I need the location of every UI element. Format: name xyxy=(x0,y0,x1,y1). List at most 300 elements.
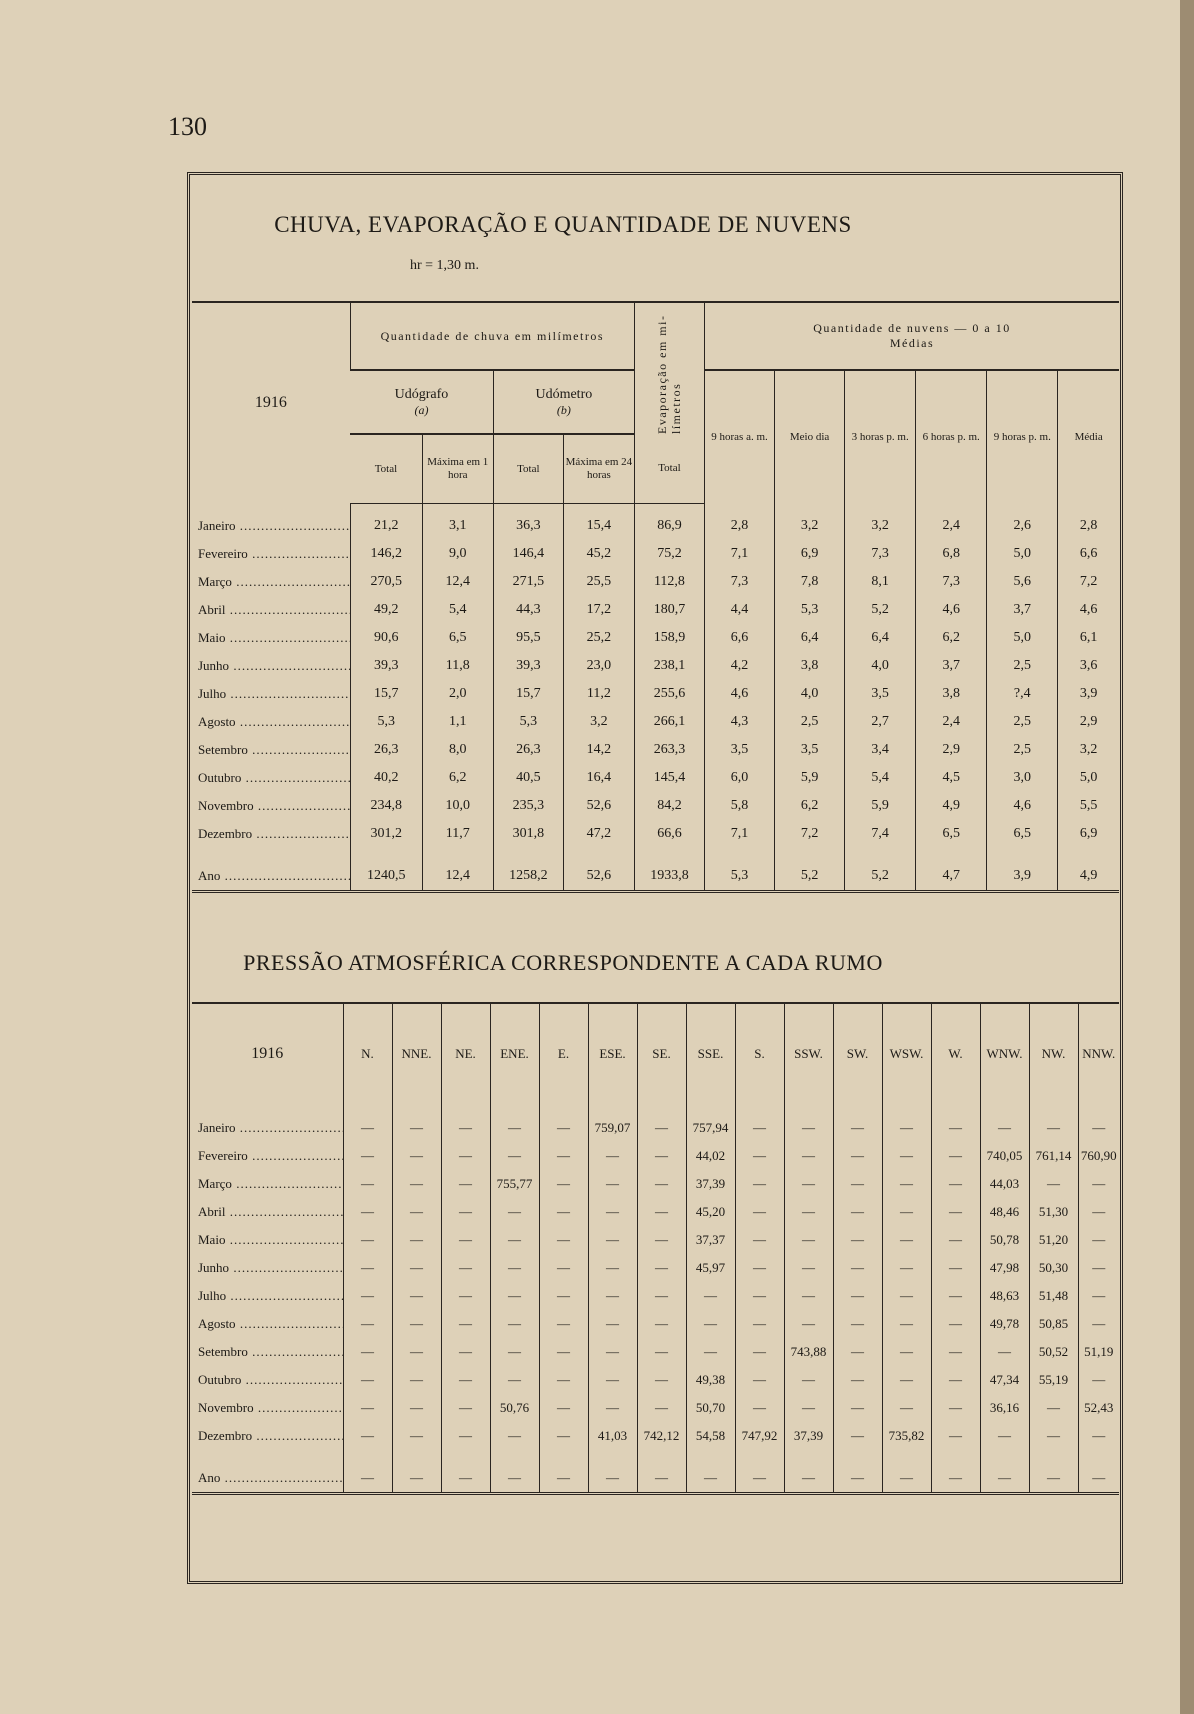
spacer-cell xyxy=(931,1450,980,1464)
pressure-cell: — xyxy=(588,1282,637,1310)
rain-cloud-cell: 2,5 xyxy=(987,652,1058,680)
month-label xyxy=(192,820,350,848)
pressure-annual-cell: — xyxy=(980,1464,1029,1494)
pressure-cell: — xyxy=(490,1422,539,1450)
spacer-cell xyxy=(588,1450,637,1464)
pressure-cell: — xyxy=(882,1310,931,1338)
pressure-cell: — xyxy=(980,1104,1029,1142)
pressure-cell: 47,34 xyxy=(980,1366,1029,1394)
pressure-cell: — xyxy=(833,1226,882,1254)
rain-cloud-cell: 2,7 xyxy=(845,708,916,736)
spacer-cell xyxy=(704,848,774,862)
pressure-cell: — xyxy=(441,1366,490,1394)
pressure-cell: — xyxy=(1078,1254,1119,1282)
pressure-annual-cell: — xyxy=(882,1464,931,1494)
month-name: Janeiro ..... xyxy=(198,1120,343,1135)
pressure-cell: — xyxy=(490,1366,539,1394)
rain-cloud-cell: 3,0 xyxy=(987,764,1058,792)
rain-cloud-cell: 7,8 xyxy=(775,568,845,596)
rain-cloud-cell: 2,6 xyxy=(987,504,1058,541)
pressure-cell: — xyxy=(833,1104,882,1142)
pressure-cell: — xyxy=(441,1104,490,1142)
pressure-cell: — xyxy=(588,1226,637,1254)
rain-cloud-cell: 3,5 xyxy=(704,736,774,764)
rain-cloud-cell: 6,6 xyxy=(704,624,774,652)
rain-cloud-cell: 4,3 xyxy=(704,708,774,736)
rain-cloud-cell: 3,2 xyxy=(563,708,634,736)
month-name: Dezembro ..... xyxy=(198,1428,343,1443)
pressure-annual-cell: — xyxy=(490,1464,539,1494)
pressure-cell: — xyxy=(1078,1226,1119,1254)
pressure-cell: — xyxy=(441,1394,490,1422)
rain-cloud-cell: 5,0 xyxy=(987,624,1058,652)
direction-header: NNE. xyxy=(392,1003,441,1104)
rain-cloud-cell: 3,2 xyxy=(845,504,916,541)
rain-cloud-cell: 4,4 xyxy=(704,596,774,624)
year-header: 1916 xyxy=(192,302,350,504)
rain-cloud-annual-cell: 4,9 xyxy=(1058,862,1119,892)
rain-cloud-cell: 2,5 xyxy=(775,708,845,736)
pressure-annual-cell: — xyxy=(735,1464,784,1494)
annual-row xyxy=(192,1464,1119,1494)
pressure-cell: — xyxy=(980,1338,1029,1366)
rain-cloud-cell: 40,2 xyxy=(350,764,422,792)
table-row xyxy=(192,1254,1119,1282)
udometro-max-header: Máxima em 24 horas xyxy=(563,434,634,504)
pressure-cell: — xyxy=(441,1198,490,1226)
rain-cloud-cell: 266,1 xyxy=(634,708,704,736)
pressure-cell: — xyxy=(343,1170,392,1198)
table-row xyxy=(192,596,1119,624)
rain-cloud-annual-cell: 12,4 xyxy=(422,862,493,892)
rain-cloud-cell: 4,6 xyxy=(704,680,774,708)
rain-cloud-cell: 3,8 xyxy=(775,652,845,680)
rain-cloud-cell: 66,6 xyxy=(634,820,704,848)
month-label xyxy=(192,1198,343,1226)
pressure-cell: — xyxy=(735,1394,784,1422)
pressure-cell: 51,48 xyxy=(1029,1282,1078,1310)
rain-cloud-cell: 15,7 xyxy=(350,680,422,708)
rain-cloud-cell: 146,2 xyxy=(350,540,422,568)
pressure-annual-cell: — xyxy=(1078,1464,1119,1494)
table-row xyxy=(192,568,1119,596)
pressure-cell: — xyxy=(882,1226,931,1254)
rain-cloud-cell: 4,0 xyxy=(775,680,845,708)
pressure-cell: — xyxy=(686,1282,735,1310)
month-label xyxy=(192,792,350,820)
month-label xyxy=(192,1310,343,1338)
rain-cloud-cell: 6,1 xyxy=(1058,624,1119,652)
month-label xyxy=(192,1422,343,1450)
udografo-label: Udógrafo xyxy=(394,386,449,402)
spacer-cell xyxy=(563,848,634,862)
rain-cloud-cell: 5,0 xyxy=(987,540,1058,568)
pressure-cell: — xyxy=(392,1394,441,1422)
month-label xyxy=(192,624,350,652)
month-label xyxy=(192,1104,343,1142)
pressure-cell: 51,20 xyxy=(1029,1226,1078,1254)
evaporation-header: Evaporação em mi- límetros xyxy=(655,314,684,434)
pressure-cell: — xyxy=(588,1198,637,1226)
pressure-cell: — xyxy=(343,1338,392,1366)
pressure-cell: — xyxy=(539,1104,588,1142)
spacer-cell xyxy=(833,1450,882,1464)
pressure-cell: — xyxy=(784,1282,833,1310)
rain-cloud-annual-cell: 4,7 xyxy=(916,862,987,892)
pressure-cell: — xyxy=(784,1310,833,1338)
rain-cloud-cell: 45,2 xyxy=(563,540,634,568)
pressure-cell: — xyxy=(343,1422,392,1450)
table-row xyxy=(192,1394,1119,1422)
table-row xyxy=(192,652,1119,680)
pressure-cell: — xyxy=(637,1338,686,1366)
pressure-cell: 55,19 xyxy=(1029,1366,1078,1394)
month-label xyxy=(192,708,350,736)
spacer-cell xyxy=(1058,848,1119,862)
pressure-cell: 50,78 xyxy=(980,1226,1029,1254)
page-edge xyxy=(1180,0,1194,1714)
pressure-cell: — xyxy=(392,1310,441,1338)
spacer-cell xyxy=(916,848,987,862)
direction-header: WSW. xyxy=(882,1003,931,1104)
pressure-cell: 44,02 xyxy=(686,1142,735,1170)
table-row xyxy=(192,1366,1119,1394)
rain-cloud-cell: 12,4 xyxy=(422,568,493,596)
rain-cloud-cell: 7,3 xyxy=(704,568,774,596)
spacer-cell xyxy=(493,848,563,862)
pressure-cell: — xyxy=(441,1142,490,1170)
rain-cloud-cell: 15,4 xyxy=(563,504,634,541)
table-row xyxy=(192,1226,1119,1254)
pressure-cell: — xyxy=(539,1142,588,1170)
table-row xyxy=(192,624,1119,652)
pressure-annual-cell: — xyxy=(637,1464,686,1494)
rain-cloud-cell: 7,2 xyxy=(775,820,845,848)
pressure-cell: — xyxy=(1078,1104,1119,1142)
rain-cloud-cell: 3,6 xyxy=(1058,652,1119,680)
pressure-cell: — xyxy=(1078,1422,1119,1450)
cloud-col-9am: 9 horas a. m. xyxy=(704,370,774,504)
spacer-cell xyxy=(192,1450,343,1464)
rain-cloud-cell: 145,4 xyxy=(634,764,704,792)
rain-cloud-cell: 6,5 xyxy=(422,624,493,652)
pressure-cell: — xyxy=(441,1282,490,1310)
rain-cloud-cell: 5,6 xyxy=(987,568,1058,596)
rain-cloud-cell: 3,9 xyxy=(1058,680,1119,708)
udografo-max-header: Máxima em 1 hora xyxy=(422,434,493,504)
pressure-cell: — xyxy=(1029,1170,1078,1198)
month-label xyxy=(192,1170,343,1198)
pressure-cell: — xyxy=(931,1170,980,1198)
pressure-cell: 51,30 xyxy=(1029,1198,1078,1226)
pressure-cell: — xyxy=(539,1226,588,1254)
rain-cloud-cell: 6,2 xyxy=(916,624,987,652)
spacer-cell xyxy=(539,1450,588,1464)
pressure-cell: — xyxy=(343,1310,392,1338)
pressure-cell: — xyxy=(882,1142,931,1170)
pressure-year-header: 1916 xyxy=(192,1003,343,1104)
pressure-cell: 735,82 xyxy=(882,1422,931,1450)
table-row xyxy=(192,1142,1119,1170)
rain-cloud-cell: 2,8 xyxy=(1058,504,1119,541)
rain-cloud-cell: 84,2 xyxy=(634,792,704,820)
rain-cloud-annual-cell: 3,9 xyxy=(987,862,1058,892)
table-row xyxy=(192,1198,1119,1226)
rain-cloud-cell: 5,3 xyxy=(775,596,845,624)
spacer-cell xyxy=(882,1450,931,1464)
table-row xyxy=(192,1338,1119,1366)
pressure-cell: — xyxy=(735,1104,784,1142)
pressure-cell: 41,03 xyxy=(588,1422,637,1450)
pressure-cell: — xyxy=(392,1104,441,1142)
rain-cloud-cell: 3,1 xyxy=(422,504,493,541)
pressure-cell: — xyxy=(735,1170,784,1198)
pressure-cell: — xyxy=(539,1422,588,1450)
rain-cloud-annual-cell: 5,3 xyxy=(704,862,774,892)
pressure-cell: — xyxy=(490,1226,539,1254)
rain-cloud-annual-cell: 1258,2 xyxy=(493,862,563,892)
pressure-cell: — xyxy=(784,1170,833,1198)
pressure-cell: — xyxy=(637,1226,686,1254)
pressure-cell: — xyxy=(931,1226,980,1254)
pressure-cell: — xyxy=(1078,1198,1119,1226)
pressure-cell: 37,37 xyxy=(686,1226,735,1254)
rain-cloud-cell: 52,6 xyxy=(563,792,634,820)
table-row xyxy=(192,820,1119,848)
pressure-cell: — xyxy=(882,1338,931,1366)
page-number: 130 xyxy=(168,112,207,141)
pressure-cell: 50,52 xyxy=(1029,1338,1078,1366)
spacer-cell xyxy=(350,848,422,862)
table-row xyxy=(192,1104,1119,1142)
direction-header: N. xyxy=(343,1003,392,1104)
pressure-cell: — xyxy=(343,1366,392,1394)
pressure-cell: — xyxy=(490,1282,539,1310)
rain-cloud-cell: 3,7 xyxy=(916,652,987,680)
rain-cloud-cell: 3,4 xyxy=(845,736,916,764)
udometro-label: Udómetro xyxy=(535,386,593,402)
table2-title: PRESSÃO ATMOSFÉRICA CORRESPONDENTE A CADA RUMO xyxy=(243,950,883,975)
clouds-averages: Médias xyxy=(889,336,935,350)
month-name: Fevereiro ..... xyxy=(198,546,350,561)
pressure-cell: 49,38 xyxy=(686,1366,735,1394)
pressure-cell: — xyxy=(735,1366,784,1394)
rain-cloud-cell: 2,0 xyxy=(422,680,493,708)
rain-cloud-cell: 5,4 xyxy=(422,596,493,624)
rain-cloud-cell: ?,4 xyxy=(987,680,1058,708)
cloud-col-mean: Média xyxy=(1058,370,1119,504)
rain-cloud-cell: 112,8 xyxy=(634,568,704,596)
month-label xyxy=(192,504,350,541)
annual-label xyxy=(192,862,350,892)
pressure-cell: — xyxy=(588,1338,637,1366)
pressure-cell: — xyxy=(343,1104,392,1142)
rain-cloud-cell: 4,6 xyxy=(987,792,1058,820)
clouds-group-header xyxy=(704,302,1119,370)
pressure-annual-cell: — xyxy=(441,1464,490,1494)
pressure-cell: 50,30 xyxy=(1029,1254,1078,1282)
pressure-cell: — xyxy=(931,1142,980,1170)
pressure-cell: — xyxy=(539,1170,588,1198)
month-name: Agosto ..... xyxy=(198,714,350,729)
pressure-cell: — xyxy=(441,1338,490,1366)
spacer-cell xyxy=(686,1450,735,1464)
rain-cloud-cell: 255,6 xyxy=(634,680,704,708)
pressure-cell: — xyxy=(686,1338,735,1366)
pressure-cell: — xyxy=(931,1198,980,1226)
pressure-cell: — xyxy=(735,1198,784,1226)
pressure-annual-cell: — xyxy=(1029,1464,1078,1494)
rain-cloud-cell: 4,0 xyxy=(845,652,916,680)
pressure-cell: — xyxy=(588,1394,637,1422)
pressure-cell: — xyxy=(980,1422,1029,1450)
pressure-cell: 48,63 xyxy=(980,1282,1029,1310)
rain-cloud-cell: 7,4 xyxy=(845,820,916,848)
pressure-cell: — xyxy=(637,1310,686,1338)
pressure-cell: — xyxy=(735,1310,784,1338)
pressure-cell: — xyxy=(637,1254,686,1282)
rain-cloud-cell: 39,3 xyxy=(350,652,422,680)
rain-cloud-cell: 5,0 xyxy=(1058,764,1119,792)
pressure-cell: 49,78 xyxy=(980,1310,1029,1338)
pressure-annual-cell: — xyxy=(931,1464,980,1494)
table-row xyxy=(192,680,1119,708)
direction-header: S. xyxy=(735,1003,784,1104)
month-name: Maio ..... xyxy=(198,1232,343,1247)
rain-cloud-cell: 5,9 xyxy=(775,764,845,792)
month-label xyxy=(192,540,350,568)
pressure-cell: 47,98 xyxy=(980,1254,1029,1282)
rain-cloud-cell: 146,4 xyxy=(493,540,563,568)
pressure-cell: — xyxy=(637,1394,686,1422)
pressure-rows xyxy=(192,1104,1119,1494)
pressure-cell: — xyxy=(833,1170,882,1198)
pressure-cell: — xyxy=(833,1338,882,1366)
rain-cloud-cell: 75,2 xyxy=(634,540,704,568)
month-name: Julho ..... xyxy=(198,686,350,701)
rain-cloud-cell: 3,2 xyxy=(1058,736,1119,764)
pressure-cell: — xyxy=(1078,1310,1119,1338)
rain-cloud-cell: 25,2 xyxy=(563,624,634,652)
rain-cloud-cell: 2,8 xyxy=(704,504,774,541)
rain-cloud-cell: 263,3 xyxy=(634,736,704,764)
pressure-cell: — xyxy=(833,1142,882,1170)
pressure-cell: — xyxy=(833,1422,882,1450)
month-label xyxy=(192,1366,343,1394)
table-row xyxy=(192,1422,1119,1450)
month-name: Setembro ..... xyxy=(198,1344,343,1359)
rain-clouds-rows xyxy=(192,504,1119,892)
pressure-cell: — xyxy=(882,1104,931,1142)
pressure-cell: — xyxy=(784,1226,833,1254)
pressure-cell: 50,85 xyxy=(1029,1310,1078,1338)
pressure-cell: — xyxy=(343,1254,392,1282)
pressure-cell: — xyxy=(1078,1170,1119,1198)
rain-cloud-cell: 6,0 xyxy=(704,764,774,792)
rain-cloud-cell: 6,2 xyxy=(775,792,845,820)
rain-cloud-cell: 3,7 xyxy=(987,596,1058,624)
rain-cloud-cell: 301,8 xyxy=(493,820,563,848)
pressure-cell: — xyxy=(490,1254,539,1282)
pressure-cell: — xyxy=(833,1282,882,1310)
direction-header: W. xyxy=(931,1003,980,1104)
month-name: Abril ..... xyxy=(198,1204,343,1219)
udografo-header xyxy=(350,370,493,434)
month-name: Outubro ..... xyxy=(198,1372,343,1387)
rain-cloud-cell: 23,0 xyxy=(563,652,634,680)
pressure-cell: 759,07 xyxy=(588,1104,637,1142)
pressure-cell: — xyxy=(784,1366,833,1394)
month-label xyxy=(192,652,350,680)
month-name: Março ..... xyxy=(198,1176,343,1191)
direction-header: NE. xyxy=(441,1003,490,1104)
rain-cloud-cell: 235,3 xyxy=(493,792,563,820)
pressure-cell: — xyxy=(784,1394,833,1422)
pressure-cell: — xyxy=(637,1104,686,1142)
pressure-cell: — xyxy=(637,1366,686,1394)
spacer-cell xyxy=(441,1450,490,1464)
rain-cloud-annual-cell: 1933,8 xyxy=(634,862,704,892)
rain-cloud-cell: 6,8 xyxy=(916,540,987,568)
pressure-cell: 36,16 xyxy=(980,1394,1029,1422)
pressure-annual-cell: — xyxy=(588,1464,637,1494)
spacer-cell xyxy=(784,1450,833,1464)
spacer-cell xyxy=(735,1450,784,1464)
pressure-cell: — xyxy=(1078,1282,1119,1310)
pressure-cell: 48,46 xyxy=(980,1198,1029,1226)
month-label xyxy=(192,568,350,596)
table-row xyxy=(192,1170,1119,1198)
pressure-cell: — xyxy=(735,1338,784,1366)
evaporation-total-header: Total xyxy=(634,434,704,504)
direction-header: ESE. xyxy=(588,1003,637,1104)
rain-cloud-cell: 6,4 xyxy=(775,624,845,652)
table-row xyxy=(192,504,1119,541)
pressure-cell: — xyxy=(588,1310,637,1338)
spacer-cell xyxy=(192,848,350,862)
rain-cloud-annual-cell: 1240,5 xyxy=(350,862,422,892)
udometro-total-header: Total xyxy=(493,434,563,504)
pressure-annual-cell: — xyxy=(392,1464,441,1494)
pressure-cell: 755,77 xyxy=(490,1170,539,1198)
rain-cloud-cell: 3,5 xyxy=(775,736,845,764)
month-label xyxy=(192,1226,343,1254)
rain-cloud-cell: 5,8 xyxy=(704,792,774,820)
direction-header: SW. xyxy=(833,1003,882,1104)
rain-cloud-cell: 26,3 xyxy=(493,736,563,764)
pressure-annual-cell: — xyxy=(784,1464,833,1494)
rain-cloud-cell: 6,4 xyxy=(845,624,916,652)
rain-cloud-cell: 40,5 xyxy=(493,764,563,792)
rain-cloud-cell: 1,1 xyxy=(422,708,493,736)
pressure-cell: — xyxy=(490,1198,539,1226)
rain-cloud-cell: 9,0 xyxy=(422,540,493,568)
pressure-cell: — xyxy=(686,1310,735,1338)
month-label xyxy=(192,1142,343,1170)
rain-cloud-cell: 4,6 xyxy=(916,596,987,624)
pressure-cell: — xyxy=(637,1170,686,1198)
pressure-cell: — xyxy=(392,1170,441,1198)
pressure-cell: 743,88 xyxy=(784,1338,833,1366)
pressure-cell: 52,43 xyxy=(1078,1394,1119,1422)
table-row xyxy=(192,1310,1119,1338)
pressure-cell: — xyxy=(1029,1422,1078,1450)
rain-cloud-cell: 14,2 xyxy=(563,736,634,764)
pressure-cell: — xyxy=(833,1394,882,1422)
pressure-cell: 37,39 xyxy=(784,1422,833,1450)
pressure-cell: — xyxy=(833,1198,882,1226)
rain-cloud-cell: 6,5 xyxy=(987,820,1058,848)
